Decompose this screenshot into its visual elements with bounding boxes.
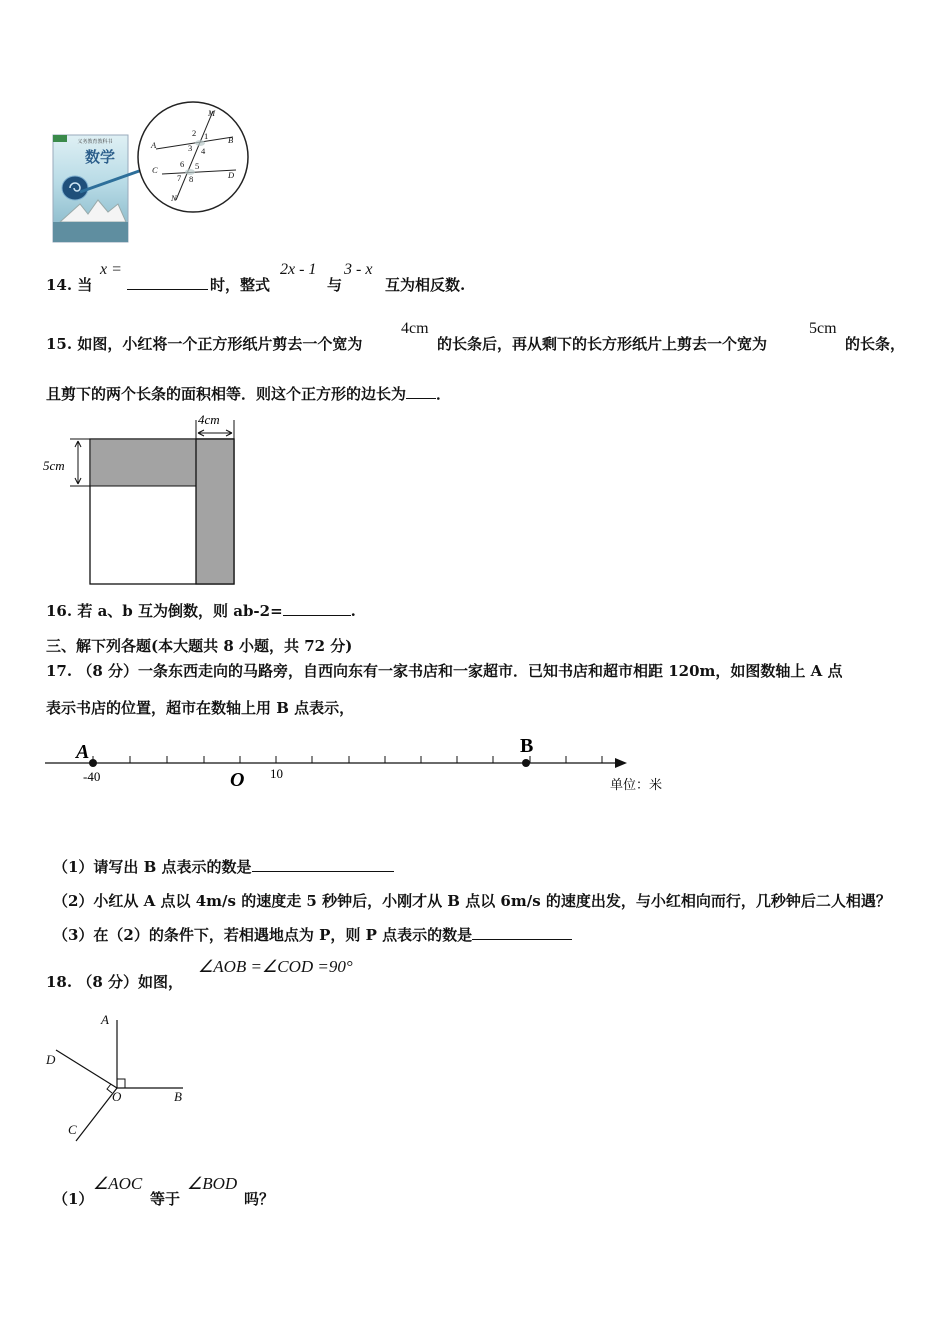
label-point-o: O [112, 1089, 122, 1104]
label-5: 5 [195, 161, 200, 171]
label-point-b: B [174, 1089, 182, 1104]
point-b-dot [522, 759, 530, 767]
label-1: 1 [204, 131, 209, 141]
q15-answer-blank[interactable] [406, 384, 436, 399]
nautilus-shell-icon [62, 176, 88, 200]
q14-x-equals: x = [100, 261, 122, 278]
q16-text: 若 a、b 互为倒数，则 ab-2= [77, 602, 283, 620]
q15-figure [40, 408, 245, 590]
q17-sub1-text: （1）请写出 B 点表示的数是 [53, 858, 252, 876]
number-line-svg [40, 730, 690, 800]
fig-label-4cm: 4cm [198, 412, 220, 427]
label-2: 2 [192, 128, 197, 138]
unit-label: 单位：米 [610, 777, 663, 792]
question-16 [46, 600, 356, 621]
point-a-label: A [76, 741, 90, 763]
q16-end: . [350, 602, 356, 620]
q18-angle-aoc: ∠AOC [93, 1174, 143, 1193]
angle-figure-svg [40, 1008, 200, 1148]
q15-text-3: 的长条， [845, 335, 906, 353]
number-line-figure [40, 730, 690, 800]
label-point-c: C [68, 1122, 77, 1137]
label-point-d: D [46, 1052, 56, 1067]
book-badge [53, 135, 67, 142]
q18-text-1: （8 分）如图， [77, 973, 184, 991]
vertical-strip [196, 439, 234, 584]
q18-sub-1-mid: 等于 [150, 1190, 181, 1208]
q14-expr-1: 2x - 1 [280, 261, 317, 278]
label-n: N [171, 193, 177, 203]
q14-expr-2: 3 - x [344, 261, 373, 278]
label-6: 6 [180, 159, 185, 169]
q15-width-1: 4cm [401, 320, 429, 337]
q17-text-2: 表示书店的位置，超市在数轴上用 B 点表示， [46, 699, 355, 717]
q17-text-1: （8 分）一条东西走向的马路旁，自西向东有一家书店和一家超市．已知书店和超市相距 120m，如图数轴上 A 点 [77, 662, 843, 680]
label-a: A [151, 140, 157, 150]
label-c: C [152, 165, 158, 175]
label-8: 8 [189, 174, 194, 184]
q17-sub-2: （2）小红从 A 点以 4m/s 的速度走 5 秒钟后，小刚才从 B 点以 6m/s 的速度出发，与小红相向而行，几秒钟后二人相遇？ [53, 892, 891, 910]
label-m: M [208, 108, 216, 118]
label-d: D [228, 170, 235, 180]
label-point-a: A [101, 1012, 109, 1027]
horizontal-strip [90, 439, 196, 486]
q18-number: 18. [46, 973, 73, 991]
q18-sub-1-end: 吗？ [244, 1190, 275, 1208]
q15-text-2: 的长条后，再从剩下的长方形纸片上剪去一个宽为 [437, 335, 768, 353]
label-4: 4 [201, 146, 206, 156]
point-b-label: B [520, 735, 534, 757]
angle-figure [40, 1008, 200, 1148]
q18-sub-1-prefix: （1） [53, 1190, 94, 1208]
question-14 [46, 274, 92, 295]
q14-text-2: 时，整式 [210, 276, 271, 294]
angle-figure-labels [45, 1012, 182, 1137]
q14-text-3: 与 [327, 276, 343, 294]
q15-text-1: 如图，小红将一个正方形纸片剪去一个宽为 [77, 335, 363, 353]
fig-label-5cm: 5cm [43, 458, 65, 473]
ray-od [56, 1050, 117, 1088]
q15-number: 15. [46, 335, 73, 353]
book-publisher: 义务教育教科书 [77, 140, 113, 145]
ray-oc [76, 1088, 117, 1141]
label-3: 3 [188, 143, 193, 153]
question-17-line-1 [46, 660, 843, 681]
q17-sub1-blank[interactable] [252, 857, 394, 872]
axis-arrow [615, 758, 627, 768]
question-18 [46, 971, 183, 992]
q15-figure-svg [40, 408, 245, 590]
section-3-heading: 三、解下列各题(本大题共 8 小题，共 72 分) [46, 637, 353, 655]
q14-number: 14. [46, 276, 73, 294]
q14-text-1: 当 [77, 276, 93, 294]
q17-sub-3 [53, 924, 572, 945]
q15-line2-text: 且剪下的两个长条的面积相等．则这个正方形的边长为 [46, 385, 407, 403]
q15-line2-end: ． [436, 385, 452, 403]
q15-width-2: 5cm [809, 320, 837, 337]
q16-answer-blank[interactable] [283, 601, 351, 616]
q17-sub-1 [53, 856, 394, 877]
origin-label: O [230, 769, 245, 791]
question-15-line-1a [46, 333, 362, 354]
book-water [53, 222, 128, 242]
point-a-dot [89, 759, 97, 767]
magnified-circle [138, 102, 248, 212]
q18-angle-bod: ∠BOD [187, 1174, 238, 1193]
textbook-figure [50, 100, 255, 245]
label-7: 7 [177, 173, 182, 183]
q16-number: 16. [46, 602, 73, 620]
label-b: B [228, 135, 234, 145]
textbook-figure-svg [50, 100, 255, 245]
question-15-line-2 [46, 383, 451, 404]
tick-label-minus-40: -40 [83, 769, 101, 784]
q17-number: 17. [46, 662, 73, 680]
q18-formula: ∠AOB =∠COD =90° [198, 957, 353, 976]
tick-label-10: 10 [270, 766, 283, 781]
book-title: 数学 [84, 150, 116, 166]
q14-answer-blank[interactable] [127, 273, 208, 290]
q17-sub3-blank[interactable] [472, 925, 572, 940]
right-angle-mark-aob [117, 1079, 125, 1088]
q17-sub3-text: （3）在（2）的条件下，若相遇地点为 P，则 P 点表示的数是 [53, 926, 473, 944]
q14-text-4: 互为相反数. [385, 276, 466, 294]
